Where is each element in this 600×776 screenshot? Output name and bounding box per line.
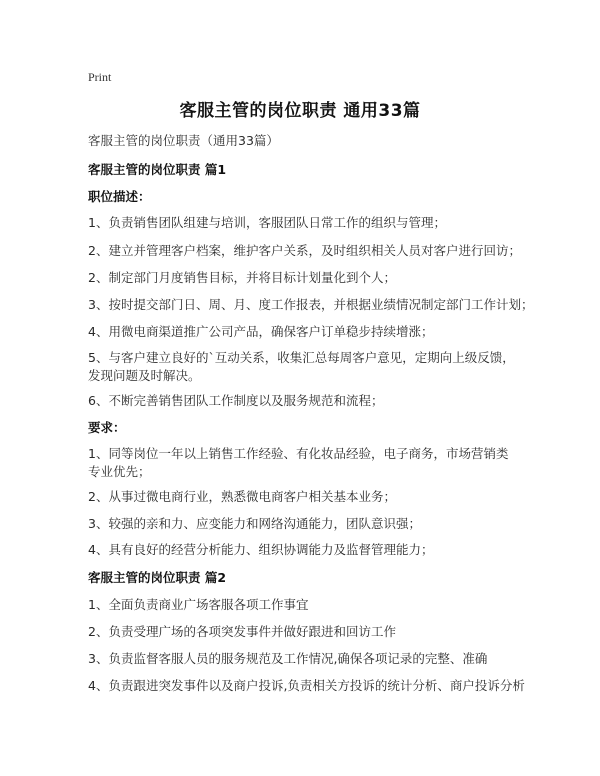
duty-item: 2、负责受理广场的各项突发事件并做好跟进和回访工作 xyxy=(88,624,396,639)
document-subtitle: 客服主管的岗位职责（通用33篇） xyxy=(88,133,279,148)
document-title: 客服主管的岗位职责 通用33篇 xyxy=(179,101,421,121)
duty-item: 3、按时提交部门日、周、月、度工作报表，并根据业绩情况制定部门工作计划； xyxy=(88,297,534,312)
requirement-item: 1、同等岗位一年以上销售工作经验、有化妆品经验，电子商务，市场营销类专业优先； xyxy=(88,446,509,479)
duty-item: 2、制定部门月度销售目标，并将目标计划量化到个人； xyxy=(88,270,396,285)
duty-item: 6、不断完善销售团队工作制度以及服务规范和流程； xyxy=(88,393,384,408)
requirements-heading: 要求： xyxy=(88,420,126,435)
duty-item: 4、负责跟进突发事件以及商户投诉,负责相关方投诉的统计分析、商户投诉分析 xyxy=(88,678,525,693)
duty-item: 2、建立并管理客户档案，维护客户关系，及时组织相关人员对客户进行回访； xyxy=(88,243,521,258)
job-description-heading: 职位描述： xyxy=(88,189,151,204)
section2-heading: 客服主管的岗位职责 篇2 xyxy=(88,570,227,585)
duty-item: 5、与客户建立良好的`互动关系，收集汇总每周客户意见，定期向上级反馈，发现问题及时解决。 xyxy=(88,350,515,383)
duty-item: 4、用微电商渠道推广公司产品，确保客户订单稳步持续增涨； xyxy=(88,324,434,339)
print-label[interactable]: Print xyxy=(88,70,112,84)
requirement-item: 2、从事过微电商行业，熟悉微电商客户相关基本业务； xyxy=(88,489,396,504)
duty-item: 1、负责销售团队组建与培训，客服团队日常工作的组织与管理； xyxy=(88,215,446,230)
requirement-item: 4、具有良好的经营分析能力、组织协调能力及监督管理能力； xyxy=(88,542,434,557)
requirement-item: 3、较强的亲和力、应变能力和网络沟通能力，团队意识强； xyxy=(88,516,421,531)
duty-item: 1、全面负责商业广场客服各项工作事宜 xyxy=(88,597,309,612)
section1-heading: 客服主管的岗位职责 篇1 xyxy=(88,162,227,177)
duty-item: 3、负责监督客服人员的服务规范及工作情况,确保各项记录的完整、准确 xyxy=(88,651,488,666)
